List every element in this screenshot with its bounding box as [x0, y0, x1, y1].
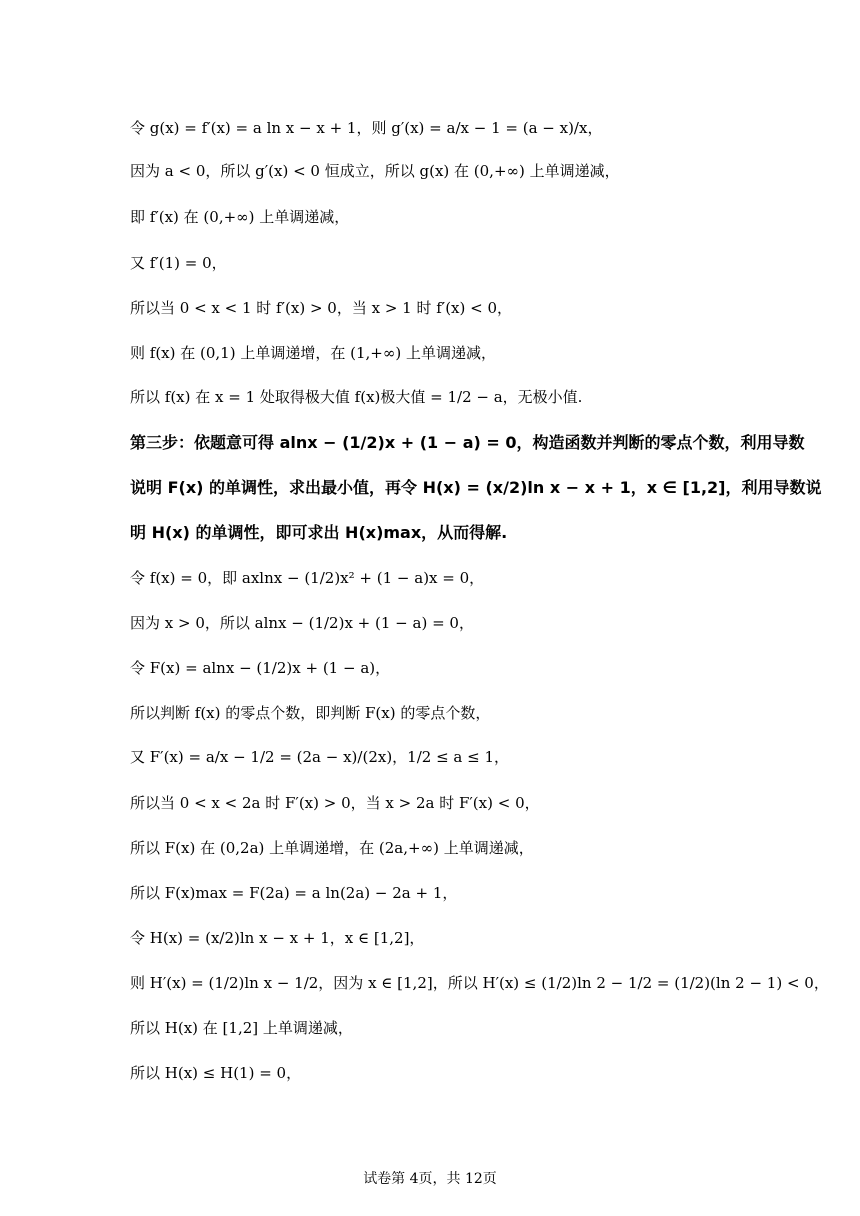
text-line-2: 因为 a < 0，所以 g′(x) < 0 恒成立，所以 g(x) 在 (0,+∞) 上单调递减， — [130, 162, 620, 180]
text-line-17: 所以 F(x) 在 (0,2a) 上单调递增，在 (2a,+∞) 上单调递减， — [130, 839, 534, 857]
text-line-22: 所以 H(x) ≤ H(1) = 0， — [130, 1064, 302, 1082]
text-line-21: 所以 H(x) 在 [1,2] 上单调递减， — [130, 1019, 353, 1037]
text-line-6: 则 f(x) 在 (0,1) 上单调递增，在 (1,+∞) 上单调递减， — [130, 344, 496, 362]
text-line-19: 令 H(x) = (x/2)ln x − x + 1，x ∈ [1,2]， — [130, 929, 425, 947]
text-line-15: 又 F′(x) = a/x − 1/2 = (2a − x)/(2x)，1/2 ≤ a ≤ 1， — [130, 748, 510, 766]
text-line-3: 即 f′(x) 在 (0,+∞) 上单调递减， — [130, 208, 350, 226]
text-line-13: 令 F(x) = alnx − (1/2)x + (1 − a)， — [130, 659, 391, 677]
text-line-4: 又 f′(1) = 0， — [130, 254, 227, 272]
text-line-18: 所以 F(x)max = F(2a) = a ln(2a) − 2a + 1， — [130, 884, 458, 902]
text-line-11: 令 f(x) = 0，即 axlnx − (1/2)x² + (1 − a)x = 0， — [130, 569, 485, 587]
text-line-12: 因为 x > 0，所以 alnx − (1/2)x + (1 − a) = 0， — [130, 614, 474, 632]
step-heading-line-2: 说明 F(x) 的单调性，求出最小值，再令 H(x) = (x/2)ln x − x + 1，x ∈ [1,2]，利用导数说 — [130, 478, 822, 497]
text-line-1: 令 g(x) = f′(x) = a ln x − x + 1，则 g′(x) = a/x − 1 = (a − x)/x， — [130, 119, 603, 137]
text-line-14: 所以判断 f(x) 的零点个数，即判断 F(x) 的零点个数， — [130, 704, 491, 722]
text-line-7: 所以 f(x) 在 x = 1 处取得极大值 f(x)极大值 = 1/2 − a，无极小值. — [130, 388, 583, 406]
step-heading-line-1: 第三步：依题意可得 alnx − (1/2)x + (1 − a) = 0，构造函数并判断的零点个数，利用导数 — [130, 433, 805, 452]
text-line-20: 则 H′(x) = (1/2)ln x − 1/2，因为 x ∈ [1,2]，所以 H′(x) ≤ (1/2)ln 2 − 1/2 = (1/2)(ln 2 − 1) < 0， — [130, 974, 829, 992]
text-line-5: 所以当 0 < x < 1 时 f′(x) > 0，当 x > 1 时 f′(x) < 0， — [130, 299, 513, 317]
page-footer: 试卷第 4页，共 12页 — [363, 1171, 497, 1187]
step-heading-line-3: 明 H(x) 的单调性，即可求出 H(x)max，从而得解. — [130, 523, 508, 542]
text-line-16: 所以当 0 < x < 2a 时 F′(x) > 0，当 x > 2a 时 F′(x) < 0， — [130, 794, 540, 812]
